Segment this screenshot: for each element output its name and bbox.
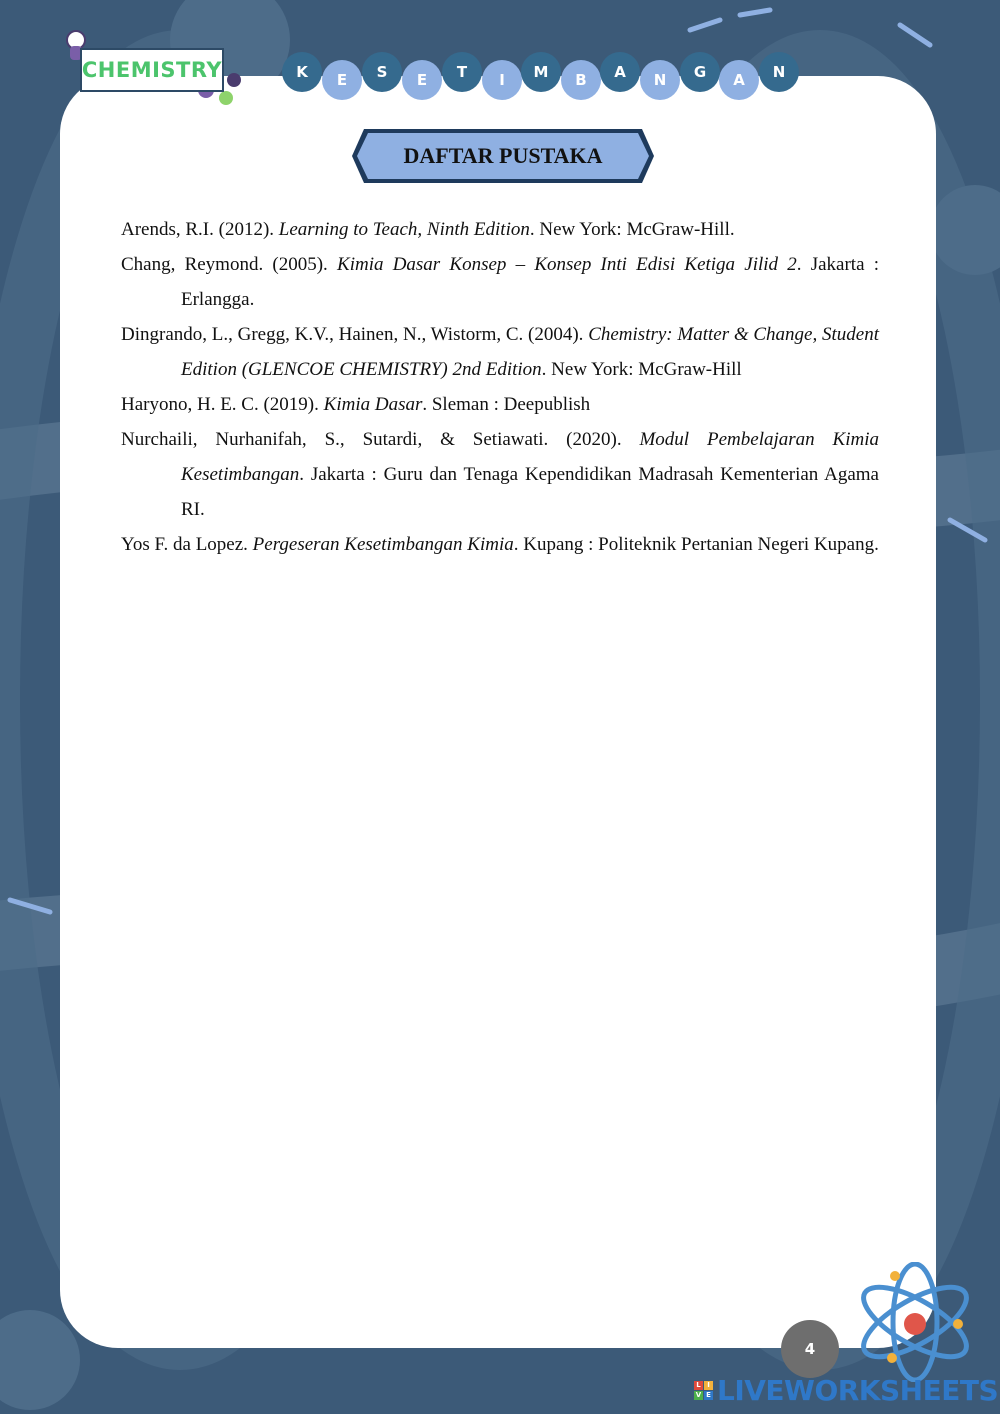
liveworksheets-wordmark: LIVEWORKSHEETS	[717, 1373, 999, 1407]
title-letter: M	[521, 52, 561, 92]
title-letter: B	[561, 60, 601, 100]
reference-item: Arends, R.I. (2012). Learning to Teach, Ninth Edition. New York: McGraw-Hill.	[121, 219, 735, 240]
atom-icon	[850, 1262, 980, 1382]
liveworksheets-grid-icon	[694, 1381, 713, 1400]
title-letter: A	[719, 60, 759, 100]
reference-item: Dingrando, L., Gregg, K.V., Hainen, N., Wistorm, C. (2004). Chemistry: Matter & Change, Student Edition (GLENCOE CHEMISTRY) 2nd Edition. New York: McGraw-Hill	[121, 324, 879, 380]
reference-item: Yos F. da Lopez. Pergeseran Kesetimbangan Kimia. Kupang : Politeknik Pertanian Negeri Kupang.	[121, 534, 879, 555]
title-letter: G	[680, 52, 720, 92]
brand-grid-letter: E	[704, 1391, 713, 1400]
reference-item: Chang, Reymond. (2005). Kimia Dasar Konsep – Konsep Inti Edisi Ketiga Jilid 2. Jakarta : Erlangga.	[121, 254, 879, 310]
title-letter: T	[442, 52, 482, 92]
title-letter: I	[482, 60, 522, 100]
brand-grid-letter: I	[704, 1381, 713, 1390]
title-letter: S	[362, 52, 402, 92]
reference-item: Haryono, H. E. C. (2019). Kimia Dasar. Sleman : Deepublish	[121, 394, 591, 415]
title-letter: K	[282, 52, 322, 92]
chemistry-logo: CHEMISTRY	[80, 48, 224, 92]
liveworksheets-logo	[694, 1374, 998, 1406]
brand-grid-letter: L	[694, 1381, 703, 1390]
reference-item: Nurchaili, Nurhanifah, S., Sutardi, & Setiawati. (2020). Modul Pembelajaran Kimia Kesetimbangan. Jakarta : Guru dan Tenaga Kependidikan Madrasah Kementerian Agama RI.	[121, 429, 880, 520]
brand-grid-letter: V	[695, 1391, 702, 1399]
page-number: 4	[781, 1320, 839, 1378]
title-letter: N	[640, 60, 680, 100]
title-letter: N	[759, 52, 799, 92]
title-letter: A	[600, 52, 640, 92]
title-letter: E	[322, 60, 362, 100]
title-letter: E	[402, 60, 442, 100]
section-title: DAFTAR PUSTAKA	[403, 143, 603, 168]
reference-list	[121, 212, 879, 562]
